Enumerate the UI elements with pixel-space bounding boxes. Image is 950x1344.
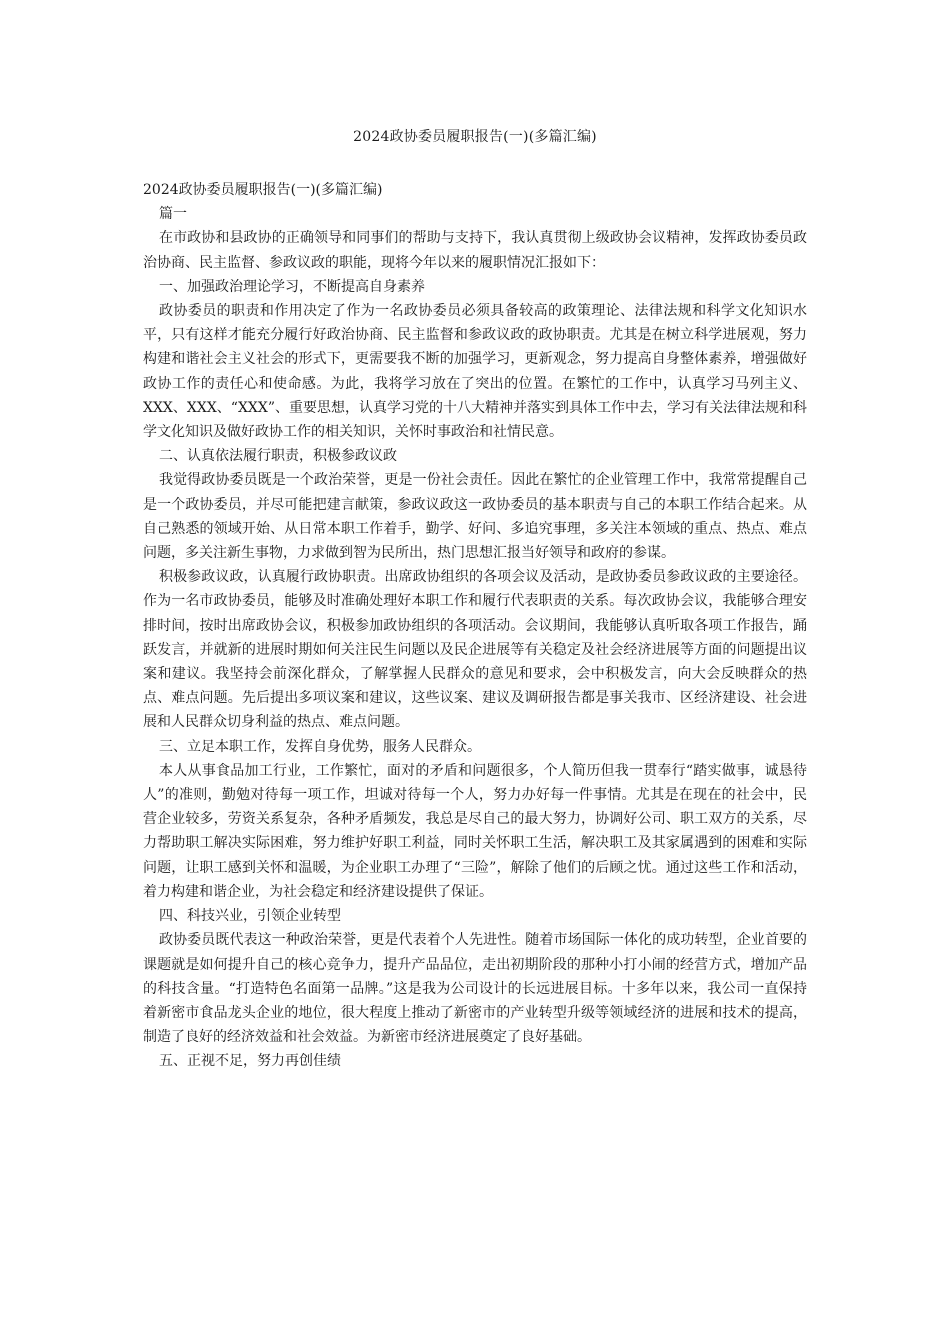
paragraph: 积极参政议政，认真履行政协职责。出席政协组织的各项会议及活动，是政协委员参政议政的主要途径。作为一名市政协委员，能够及时准确处理好本职工作和履行代表职责的关系。每次政协会议，我能够合理安排时间，按时出席政协会议，积极参加政协组织的各项活动。会议期间，我能够认真听取各项工作报告，踊跃发言，并就新的进展时期如何关注民生问题以及民企进展等有关稳定及社会经济进展等方面的问题提出议案和建议。我坚持会前深化群众，了解掌握人民群众的意见和要求，会中积极发言，向大会反映群众的热点、难点问题。先后提出多项议案和建议，这些议案、建议及调研报告都是事关我市、区经济建设、社会进展和人民群众切身利益的热点、难点问题。 xyxy=(143,569,807,731)
section-label: 篇一 xyxy=(159,206,187,223)
section-heading: 二、认真依法履行职责，积极参政议政 xyxy=(159,448,397,465)
paragraph: 我觉得政协委员既是一个政治荣誉，更是一份社会责任。因此在繁忙的企业管理工作中，我常常提醒自己是一个政协委员，并尽可能把建言献策，参政议政这一政协委员的基本职责与自己的本职工作结合起来。从自己熟悉的领域开始、从日常本职工作着手，勤学、好问、多追究事理，多关注本领域的重点、热点、难点问题，多关注新生事物，力求做到智为民所出，热门思想汇报当好领导和政府的参谋。 xyxy=(143,472,807,562)
paragraph: 在市政协和县政协的正确领导和同事们的帮助与支持下，我认真贯彻上级政协会议精神，发挥政协委员政治协商、民主监督、参政议政的职能，现将今年以来的履职情况汇报如下： xyxy=(143,230,807,271)
paragraph: 政协委员的职责和作用决定了作为一名政协委员必须具备较高的政策理论、法律法规和科学文化知识水平，只有这样才能充分履行好政治协商、民主监督和参政议政的政协职责。尤其是在树立科学进展观，努力构建和谐社会主义社会的形式下，更需要我不断的加强学习，更新观念，努力提高自身整体素养，增强做好政协工作的责任心和使命感。为此，我将学习放在了突出的位置。在繁忙的工作中，认真学习马列主义、XXX、XXX、“XXX”、重要思想，认真学习党的十八大精神并落实到具体工作中去，学习有关法律法规和科学文化知识及做好政协工作的相关知识，关怀时事政治和社情民意。 xyxy=(143,303,808,441)
paragraph: 本人从事食品加工行业，工作繁忙，面对的矛盾和问题很多，个人简历但我一贯奉行“踏实做事，诚恳待人”的准则，勤勉对待每一项工作，坦诚对待每一个人，努力办好每一件事情。尤其是在现在的社会中，民营企业较多，劳资关系复杂，各种矛盾频发，我总是尽自己的最大努力，协调好公司、职工双方的关系，尽力帮助职工解决实际困难，努力维护好职工利益，同时关怀职工生活，解决职工及其家属遇到的困难和实际问题，让职工感到关怀和温暖，为企业职工办理了“三险”，解除了他们的后顾之忧。通过这些工作和活动，着力构建和谐企业，为社会稳定和经济建设提供了保证。 xyxy=(143,762,807,900)
section-heading: 一、加强政治理论学习，不断提高自身素养 xyxy=(159,278,425,295)
document-subtitle: 2024政协委员履职报告(一)(多篇汇编) xyxy=(143,182,383,198)
document-title: 2024政协委员履职报告(一)(多篇汇编) xyxy=(353,129,597,145)
section-heading: 三、立足本职工作，发挥自身优势，服务人民群众。 xyxy=(159,738,481,755)
section-heading: 五、正视不足，努力再创佳绩 xyxy=(159,1053,341,1070)
document-body xyxy=(143,178,807,1074)
paragraph: 政协委员既代表这一种政治荣誉，更是代表着个人先进性。随着市场国际一体化的成功转型，企业首要的课题就是如何提升自己的核心竞争力，提升产品品位，走出初期阶段的那种小打小闹的经营方式，增加产品的科技含量。“打造特色名面第一品牌。”这是我为公司设计的长远进展目标。十多年以来，我公司一直保持着新密市食品龙头企业的地位，很大程度上推动了新密市的产业转型升级等领域经济的进展和技术的提高，制造了良好的经济效益和社会效益。为新密市经济进展奠定了良好基础。 xyxy=(143,932,807,1046)
section-heading: 四、科技兴业，引领企业转型 xyxy=(159,908,341,925)
